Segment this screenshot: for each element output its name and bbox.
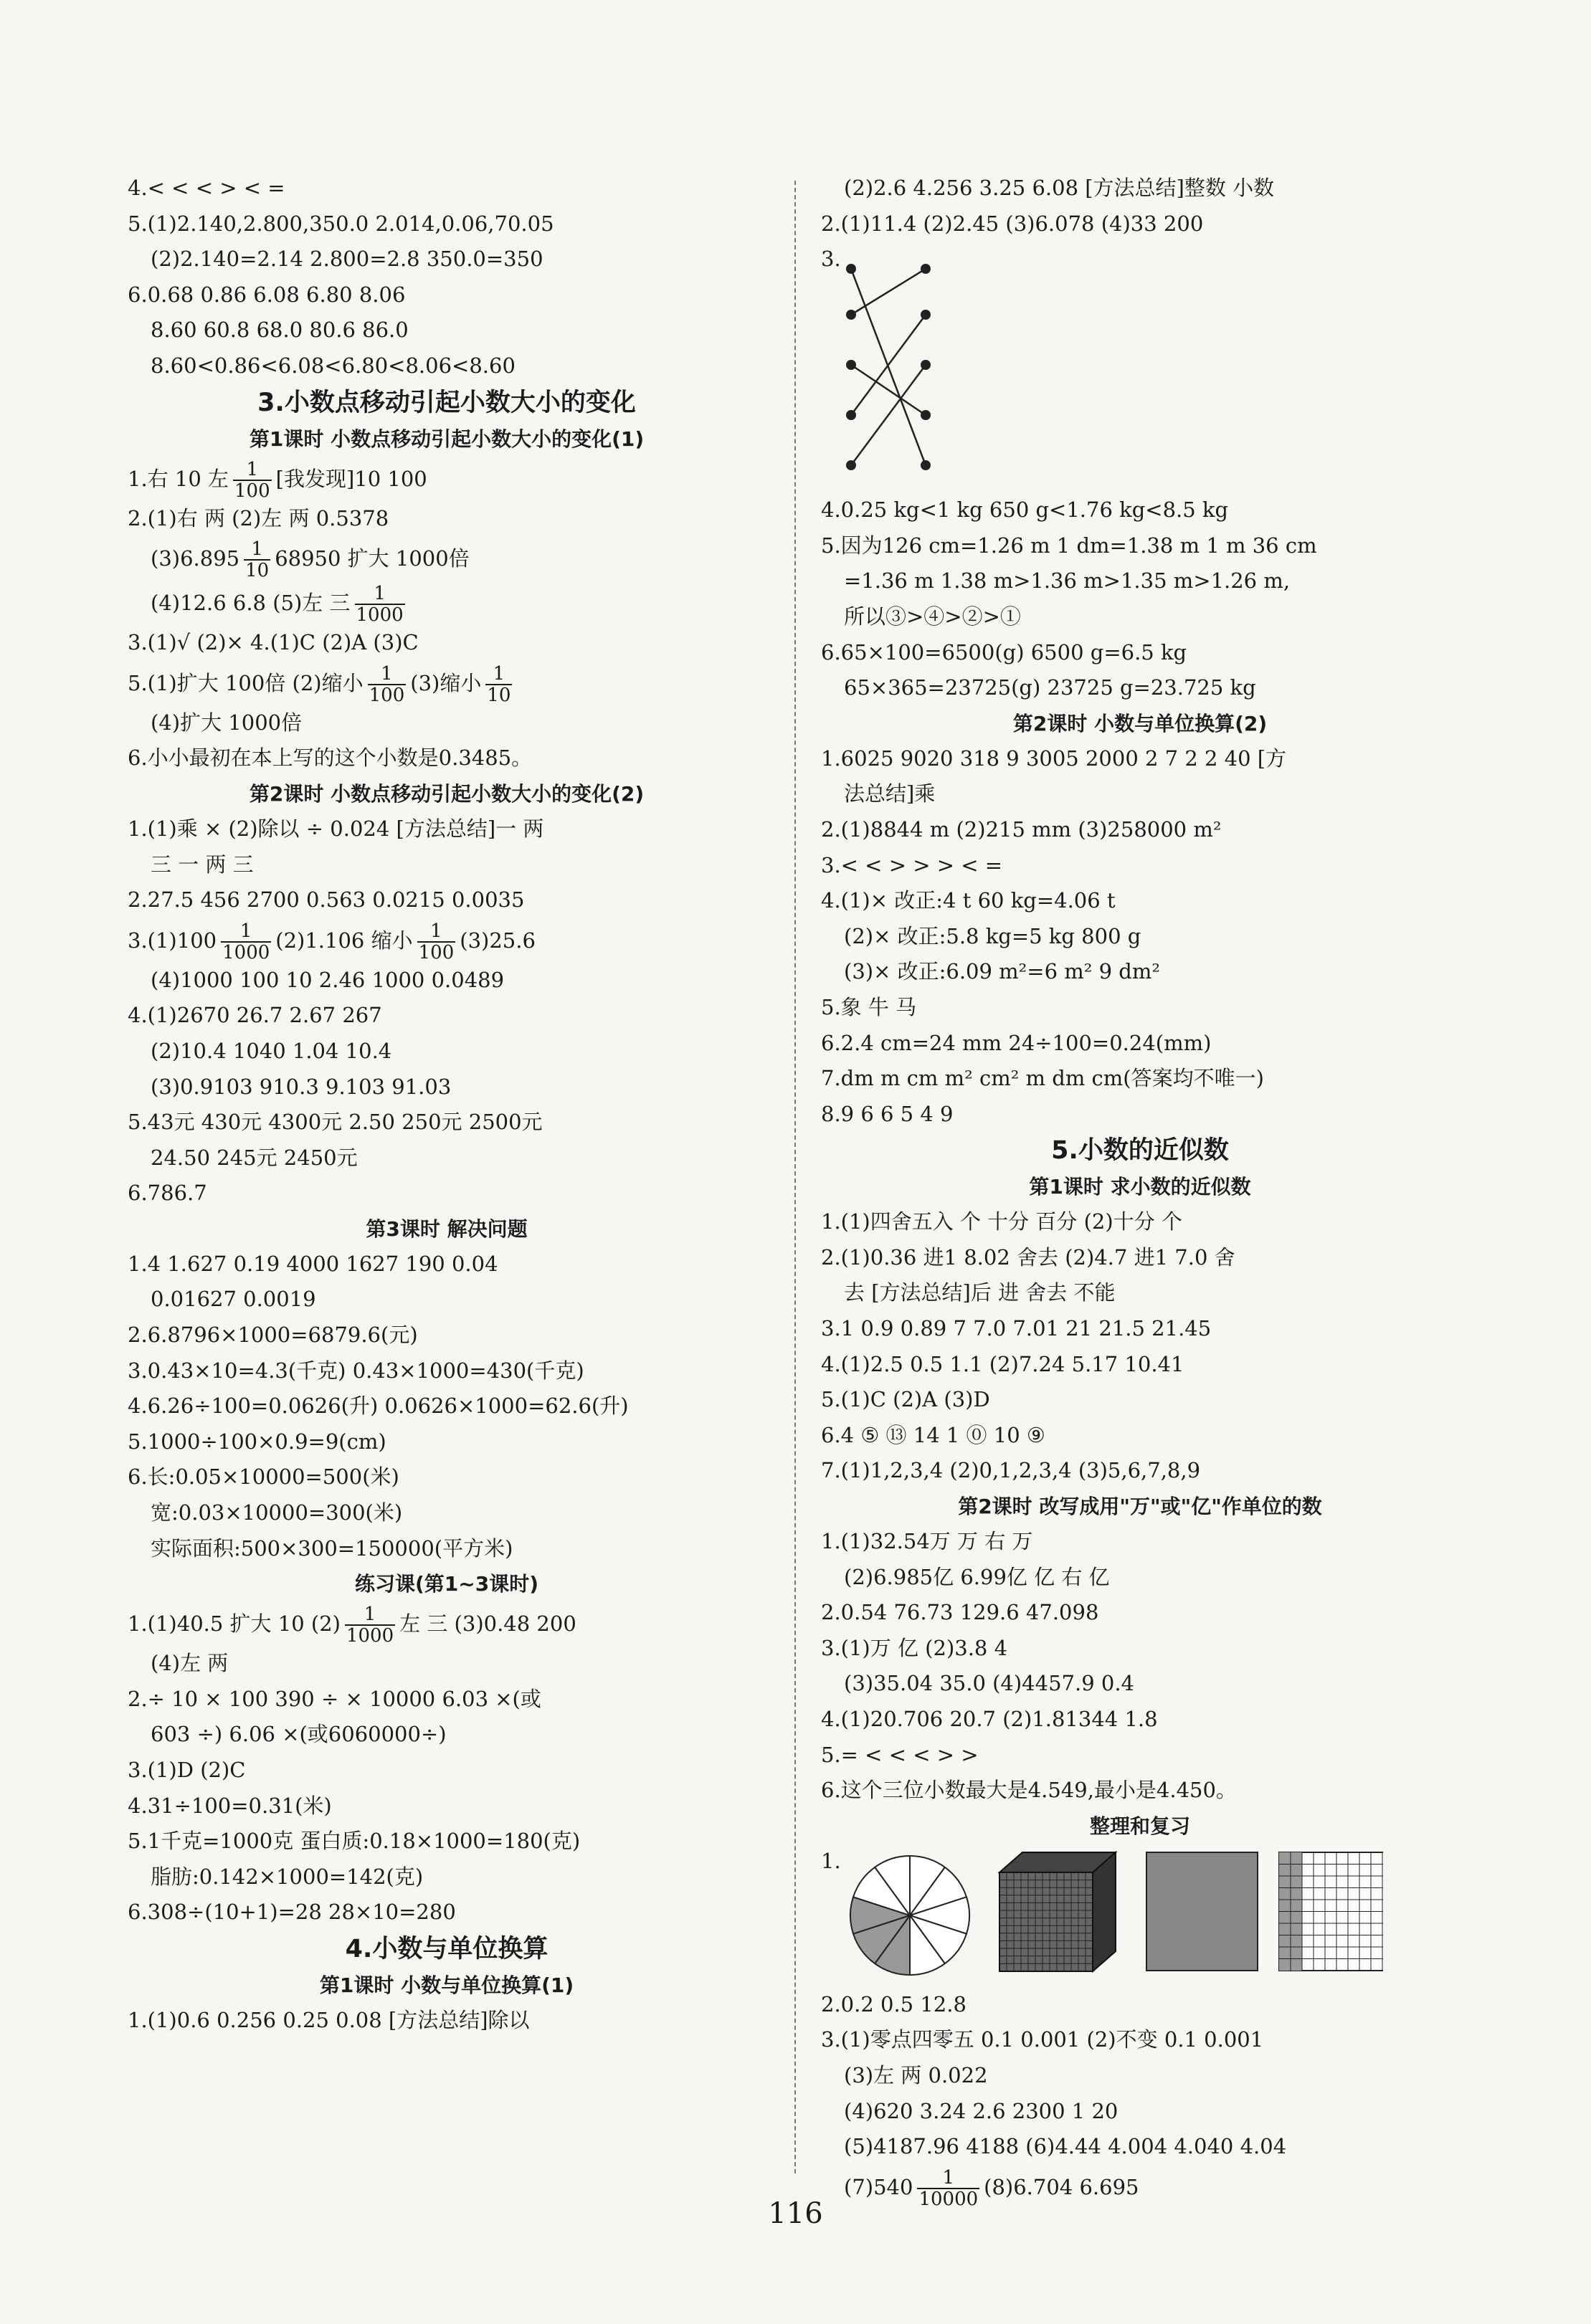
answer-line: 2.(1)8844 m (2)215 mm (3)258000 m² <box>821 816 1222 842</box>
answer-line <box>128 536 766 581</box>
answer-line: 法总结]乘 <box>844 781 936 806</box>
answer-text: (7)540 <box>844 2174 913 2199</box>
matching-dot-left <box>846 460 856 470</box>
answer-line: (3)左 两 0.022 <box>844 2062 988 2087</box>
answer-line <box>128 918 766 963</box>
answer-line: (2)6.985亿 6.99亿 亿 右 亿 <box>844 1564 1110 1589</box>
fraction <box>244 539 270 581</box>
matching-dot-left <box>846 360 856 370</box>
matching-line <box>851 365 926 415</box>
answer-line: 2.0.54 76.73 129.6 47.098 <box>821 1600 1099 1625</box>
answer-line: 1.(1)32.54万 万 右 万 <box>821 1529 1033 1554</box>
answer-line: (4)扩大 1000倍 <box>151 710 303 735</box>
answer-line: 6.65×100=6500(g) 6500 g=6.5 kg <box>821 639 1187 665</box>
answer-line: (4)1000 100 10 2.46 1000 0.0489 <box>151 967 505 992</box>
answer-text: 1.右 10 左 <box>128 466 229 491</box>
answer-line: 6.0.68 0.86 6.08 6.80 8.06 <box>128 282 406 307</box>
answer-line: 7.(1)1,2,3,4 (2)0,1,2,3,4 (3)5,6,7,8,9 <box>821 1458 1201 1483</box>
answer-line: (3)0.9103 910.3 9.103 91.03 <box>151 1074 452 1099</box>
fraction-denominator: 100 <box>369 684 405 706</box>
answer-line: (3)× 改正:6.09 m²=6 m² 9 dm² <box>844 959 1160 984</box>
answer-line: 8.60<0.86<6.08<6.80<8.06<8.60 <box>151 353 516 378</box>
answer-line: (4)620 3.24 2.6 2300 1 20 <box>844 2098 1119 2123</box>
answer-line: (5)4187.96 4188 (6)4.44 4.004 4.040 4.04 <box>844 2134 1287 2159</box>
answer-label: 3. <box>821 247 841 272</box>
answer-text: 68950 扩大 1000倍 <box>275 546 470 571</box>
answer-line: (2)10.4 1040 1.04 10.4 <box>151 1038 392 1063</box>
answer-line: 6.308÷(10+1)=28 28×10=280 <box>128 1900 456 1925</box>
answer-line: 6.这个三位小数最大是4.549,最小是4.450。 <box>821 1778 1237 1803</box>
answer-text: (3)25.6 <box>460 928 536 953</box>
fraction-numerator: 1 <box>233 459 272 481</box>
fraction-denominator: 1000 <box>222 941 270 963</box>
answer-line: 5.(1)C (2)A (3)D <box>821 1387 990 1412</box>
cube-side <box>1093 1852 1116 1971</box>
answer-line: 所以③>④>②>① <box>844 604 1021 629</box>
section-heading: 4.小数与单位换算 <box>345 1934 548 1963</box>
answer-line: 5.1000÷100×0.9=9(cm) <box>128 1429 386 1454</box>
shaded-square <box>1146 1852 1258 1971</box>
fraction-numerator: 1 <box>345 1604 395 1626</box>
fraction <box>355 584 405 625</box>
fraction <box>417 921 456 963</box>
answer-text: [我发现]10 100 <box>275 466 427 491</box>
answer-line: 6.786.7 <box>128 1181 207 1206</box>
left-column <box>128 171 766 2039</box>
answer-text: 左 三 (3)0.48 200 <box>399 1611 576 1637</box>
fraction-numerator: 1 <box>417 921 456 943</box>
fraction-numerator: 1 <box>355 584 405 605</box>
answer-line: 2.(1)11.4 (2)2.45 (3)6.078 (4)33 200 <box>821 211 1204 236</box>
page-number: 116 <box>768 2197 823 2230</box>
answer-line <box>128 581 766 625</box>
matching-line <box>851 269 926 315</box>
lesson-heading: 练习课(第1~3课时) <box>354 1572 539 1596</box>
answer-line: 5.= < < < > > <box>821 1742 979 1767</box>
answer-line: (4)左 两 <box>151 1651 229 1676</box>
fraction-denominator: 100 <box>234 480 270 502</box>
lesson-heading: 第3课时 解决问题 <box>366 1216 528 1241</box>
answer-line: 8.9 6 6 5 4 9 <box>821 1101 954 1126</box>
answer-line: 实际面积:500×300=150000(平方米) <box>151 1535 513 1561</box>
answer-line: 0.01627 0.0019 <box>151 1287 316 1312</box>
answer-line: 2.(1)右 两 (2)左 两 0.5378 <box>128 505 389 530</box>
answer-line: 5.(1)2.140,2.800,350.0 2.014,0.06,70.05 <box>128 211 554 236</box>
lesson-heading: 第1课时 求小数的近似数 <box>1029 1175 1251 1199</box>
answer-line: 宽:0.03×10000=300(米) <box>151 1500 403 1525</box>
answer-line: 1.(1)四舍五入 个 十分 百分 (2)十分 个 <box>821 1209 1182 1234</box>
fraction <box>345 1604 395 1646</box>
answer-line: 3.1 0.9 0.89 7 7.0 7.01 21 21.5 21.45 <box>821 1316 1212 1341</box>
answer-text: 1.(1)40.5 扩大 10 (2) <box>128 1611 341 1637</box>
answer-line: 三 一 两 三 <box>151 852 254 877</box>
answer-line: 2.(1)0.36 进1 8.02 舍去 (2)4.7 进1 7.0 舍 <box>821 1244 1235 1270</box>
answer-text: (3)缩小 <box>410 670 482 695</box>
fraction-numerator: 1 <box>244 539 270 561</box>
answer-line: 5.象 牛 马 <box>821 994 917 1019</box>
matching-line <box>851 365 926 465</box>
review-figures <box>838 1844 1383 1987</box>
figure-answer <box>821 1844 1459 1987</box>
answer-line: 7.dm m cm m² cm² m dm cm(答案均不唯一) <box>821 1066 1264 1091</box>
answer-line: 65×365=23725(g) 23725 g=23.725 kg <box>844 675 1256 700</box>
answer-line: 4.(1)× 改正:4 t 60 kg=4.06 t <box>821 888 1116 913</box>
lesson-heading: 第1课时 小数与单位换算(1) <box>319 1973 574 1997</box>
matching-answer <box>821 242 1459 492</box>
fraction-denominator: 10 <box>245 560 270 582</box>
fraction-numerator: 1 <box>368 664 407 685</box>
lesson-heading: 第2课时 改写成用"万"或"亿"作单位的数 <box>958 1495 1322 1519</box>
answer-line: 4.31÷100=0.31(米) <box>128 1793 332 1818</box>
answer-line: 5.43元 430元 4300元 2.50 250元 2500元 <box>128 1110 543 1135</box>
answer-line: 4.< < < > < = <box>128 176 285 200</box>
answer-text: 3.(1)100 <box>128 928 217 953</box>
fraction-numerator: 1 <box>485 664 512 685</box>
answer-line <box>128 457 766 501</box>
matching-dot-left <box>846 264 856 274</box>
answer-line: 去 [方法总结]后 进 舍去 不能 <box>844 1280 1116 1305</box>
matching-dot-right <box>921 310 931 320</box>
matching-line <box>851 315 926 415</box>
fraction-numerator: 1 <box>917 2168 979 2189</box>
answer-line: 1.4 1.627 0.19 4000 1627 190 0.04 <box>128 1251 498 1276</box>
answer-line: =1.36 m 1.38 m>1.36 m>1.35 m>1.26 m, <box>844 568 1291 594</box>
fraction <box>221 921 271 963</box>
answer-line: 603 ÷) 6.06 ×(或6060000÷) <box>151 1722 447 1747</box>
matching-dot-right <box>921 360 931 370</box>
matching-line <box>851 269 926 465</box>
answer-line: 2.0.2 0.5 12.8 <box>821 1991 967 2016</box>
answer-line: 8.60 60.8 68.0 80.6 86.0 <box>151 318 409 343</box>
answer-line: 3.(1)零点四零五 0.1 0.001 (2)不变 0.1 0.001 <box>821 2027 1264 2052</box>
answer-line: 1.(1)乘 × (2)除以 ÷ 0.024 [方法总结]一 两 <box>128 816 544 841</box>
matching-dot-right <box>921 460 931 470</box>
answer-line: 3.(1)万 亿 (2)3.8 4 <box>821 1635 1008 1660</box>
matching-dot-right <box>921 410 931 420</box>
fraction <box>368 664 407 705</box>
answer-line: 4.(1)20.706 20.7 (2)1.81344 1.8 <box>821 1707 1158 1731</box>
answer-line: 6.4 ⑤ ⑬ 14 1 ⓪ 10 ⑨ <box>821 1422 1045 1447</box>
answer-label: 1. <box>821 1848 841 1873</box>
lesson-heading: 整理和复习 <box>1089 1814 1190 1838</box>
fraction-denominator: 10 <box>487 684 511 706</box>
answer-line <box>128 1601 766 1646</box>
matching-figure <box>837 263 937 478</box>
answer-line: 5.1千克=1000克 蛋白质:0.18×1000=180(克) <box>128 1829 581 1854</box>
answer-line: (2)× 改正:5.8 kg=5 kg 800 g <box>844 923 1141 948</box>
answer-line: 2.6.8796×1000=6879.6(元) <box>128 1323 418 1348</box>
answer-line: (2)2.140=2.14 2.800=2.8 350.0=350 <box>151 247 543 272</box>
answer-text: 5.(1)扩大 100倍 (2)缩小 <box>128 670 364 695</box>
answer-text: (2)1.106 缩小 <box>275 928 413 953</box>
fraction-denominator: 1000 <box>346 1625 394 1647</box>
lesson-heading: 第1课时 小数点移动引起小数大小的变化(1) <box>249 427 645 451</box>
fraction-denominator: 1000 <box>356 604 404 627</box>
lesson-heading: 第2课时 小数与单位换算(2) <box>1012 711 1268 735</box>
fraction <box>233 459 272 501</box>
fraction-denominator: 10000 <box>918 2188 979 2210</box>
answer-line: 1.(1)0.6 0.256 0.25 0.08 [方法总结]除以 <box>128 2007 530 2032</box>
answer-line: 3.(1)D (2)C <box>128 1758 246 1782</box>
answer-line: 6.2.4 cm=24 mm 24÷100=0.24(mm) <box>821 1030 1212 1055</box>
answer-line: 脂肪:0.142×1000=142(克) <box>151 1864 424 1889</box>
answer-line: 1.6025 9020 318 9 3005 2000 2 7 2 2 40 [方 <box>821 746 1287 771</box>
answer-text: (3)6.895 <box>151 546 240 571</box>
answer-line: 3.< < > > > < = <box>821 852 1003 877</box>
answer-line: 6.长:0.05×10000=500(米) <box>128 1465 399 1490</box>
right-column <box>821 171 1459 2209</box>
matching-dot-right <box>921 264 931 274</box>
column-divider <box>794 181 796 2173</box>
answer-line: 2.÷ 10 × 100 390 ÷ × 10000 6.03 ×(或 <box>128 1686 541 1711</box>
answer-line: 4.6.26÷100=0.0626(升) 0.0626×1000=62.6(升) <box>128 1394 629 1419</box>
answer-line: 2.27.5 456 2700 0.563 0.0215 0.0035 <box>128 887 525 913</box>
answer-line: 24.50 245元 2450元 <box>151 1145 358 1170</box>
section-heading: 5.小数的近似数 <box>1051 1136 1229 1166</box>
answer-line: 3.0.43×10=4.3(千克) 0.43×1000=430(千克) <box>128 1358 584 1383</box>
answer-line: 4.(1)2.5 0.5 1.1 (2)7.24 5.17 10.41 <box>821 1351 1184 1376</box>
answer-line: 5.因为126 cm=1.26 m 1 dm=1.38 m 1 m 36 cm <box>821 533 1317 558</box>
matching-dot-left <box>846 410 856 420</box>
matching-dot-left <box>846 310 856 320</box>
answer-line: 6.小小最初在本上写的这个小数是0.3485。 <box>128 746 533 771</box>
answer-line: (2)2.6 4.256 3.25 6.08 [方法总结]整数 小数 <box>844 176 1275 200</box>
fraction-denominator: 100 <box>418 941 455 963</box>
answer-text: (8)6.704 6.695 <box>984 2174 1139 2199</box>
answer-line: 3.(1)√ (2)× 4.(1)C (2)A (3)C <box>128 630 419 655</box>
answer-text: (4)12.6 6.8 (5)左 三 <box>151 591 351 616</box>
fraction <box>485 664 512 705</box>
fraction-numerator: 1 <box>221 921 271 943</box>
answer-line: 4.(1)2670 26.7 2.67 267 <box>128 1003 382 1028</box>
answer-line: 4.0.25 kg<1 kg 650 g<1.76 kg<8.5 kg <box>821 497 1229 523</box>
lesson-heading: 第2课时 小数点移动引起小数大小的变化(2) <box>249 781 645 806</box>
answer-line <box>128 661 766 705</box>
answer-line: (3)35.04 35.0 (4)4457.9 0.4 <box>844 1671 1134 1696</box>
section-heading: 3.小数点移动引起小数大小的变化 <box>257 388 636 417</box>
